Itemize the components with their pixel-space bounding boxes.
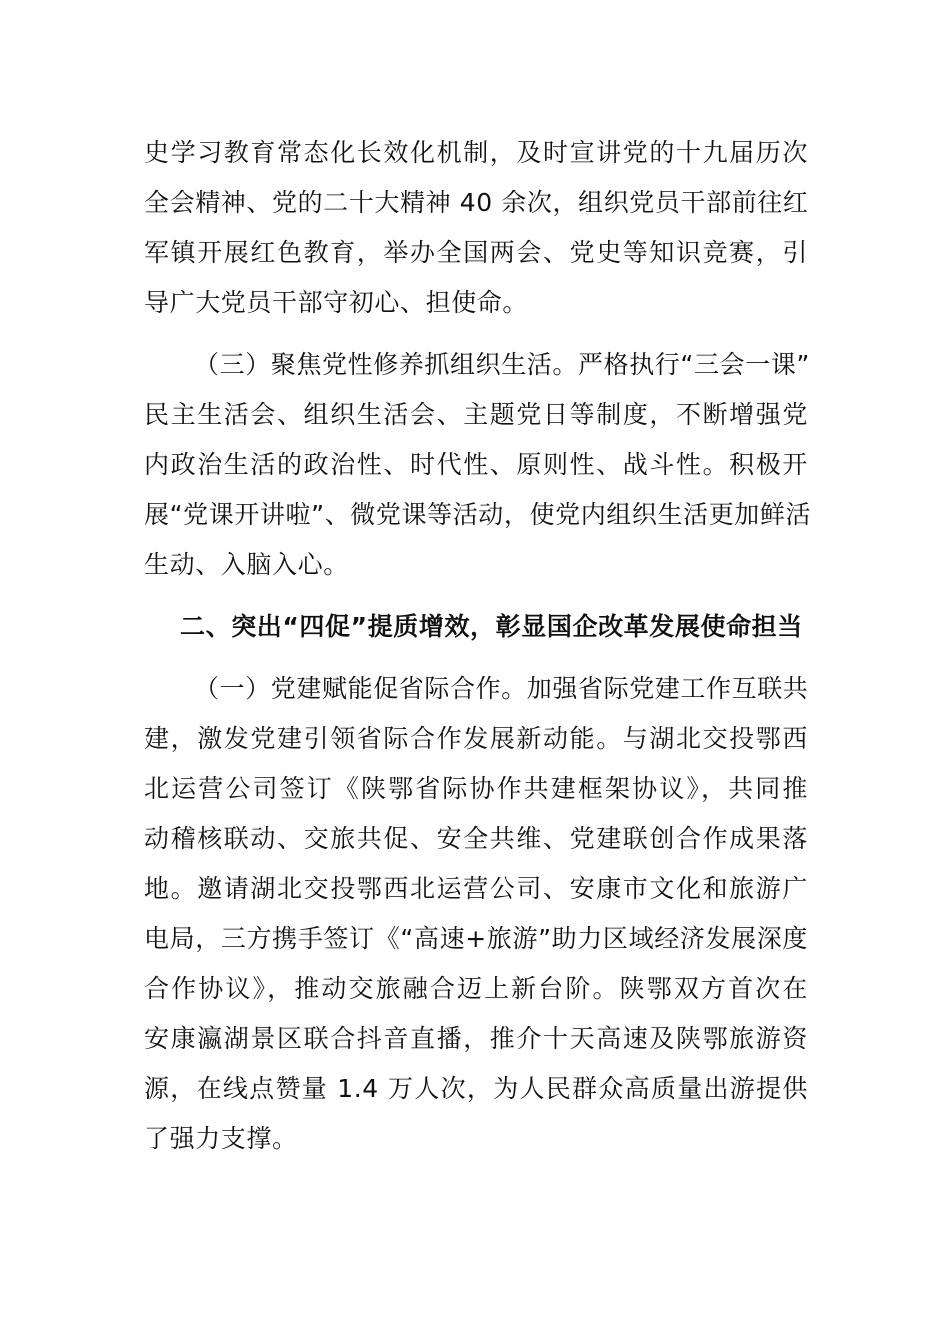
text-line: （一）党建赋能促省际合作。加强省际党建工作互联共 (194, 674, 809, 703)
text-line: 建，激发党建引领省际合作发展新动能。与湖北交投鄂西 (144, 724, 808, 753)
text-line: 展“党课开讲啦”、微党课等活动，使党内组织生活更加鲜活 (144, 500, 812, 529)
text-line: 北运营公司签订《陕鄂省际协作共建框架协议》，共同推 (144, 774, 808, 803)
paragraph-1 (144, 128, 808, 328)
text-line: 电局，三方携手签订《“高速+旅游”助力区域经济发展深度 (144, 924, 808, 953)
text-line: 了强力支撑。 (144, 1124, 298, 1153)
text-line: 生动、入脑入心。 (144, 550, 349, 579)
text-line: 合作协议》，推动交旅融合迈上新台阶。陕鄂双方首次在 (144, 974, 808, 1003)
text-line: 源，在线点赞量 1.4 万人次，为人民群众高质量出游提供 (144, 1074, 808, 1103)
text-line: 动稽核联动、交旅共促、安全共维、党建联创合作成果落 (144, 824, 808, 853)
text-line: 军镇开展红色教育，举办全国两会、党史等知识竞赛，引 (144, 238, 808, 267)
paragraph-spacer (144, 328, 808, 340)
text-line: 史学习教育常态化长效化机制，及时宣讲党的十九届历次 (144, 138, 808, 167)
text-line: 导广大党员干部守初心、担使命。 (144, 288, 529, 317)
paragraph-2 (144, 340, 812, 590)
text-line: 民主生活会、组织生活会、主题党日等制度，不断增强党 (144, 400, 808, 429)
paragraph-3 (144, 664, 808, 1164)
text-line: 安康瀛湖景区联合抖音直播，推介十天高速及陕鄂旅游资 (144, 1024, 808, 1053)
text-line: 全会精神、党的二十大精神 40 余次，组织党员干部前往红 (144, 188, 809, 217)
paragraph-spacer (144, 590, 808, 602)
paragraph-spacer (144, 652, 808, 664)
section-heading: 二、突出“四促”提质增效，彰显国企改革发展使命担当 (180, 612, 803, 641)
text-line: （三）聚焦党性修养抓组织生活。严格执行“三会一课” (194, 350, 810, 379)
text-line: 地。邀请湖北交投鄂西北运营公司、安康市文化和旅游广 (144, 874, 808, 903)
document-body (144, 128, 812, 1164)
text-line: 内政治生活的政治性、时代性、原则性、战斗性。积极开 (144, 450, 808, 479)
